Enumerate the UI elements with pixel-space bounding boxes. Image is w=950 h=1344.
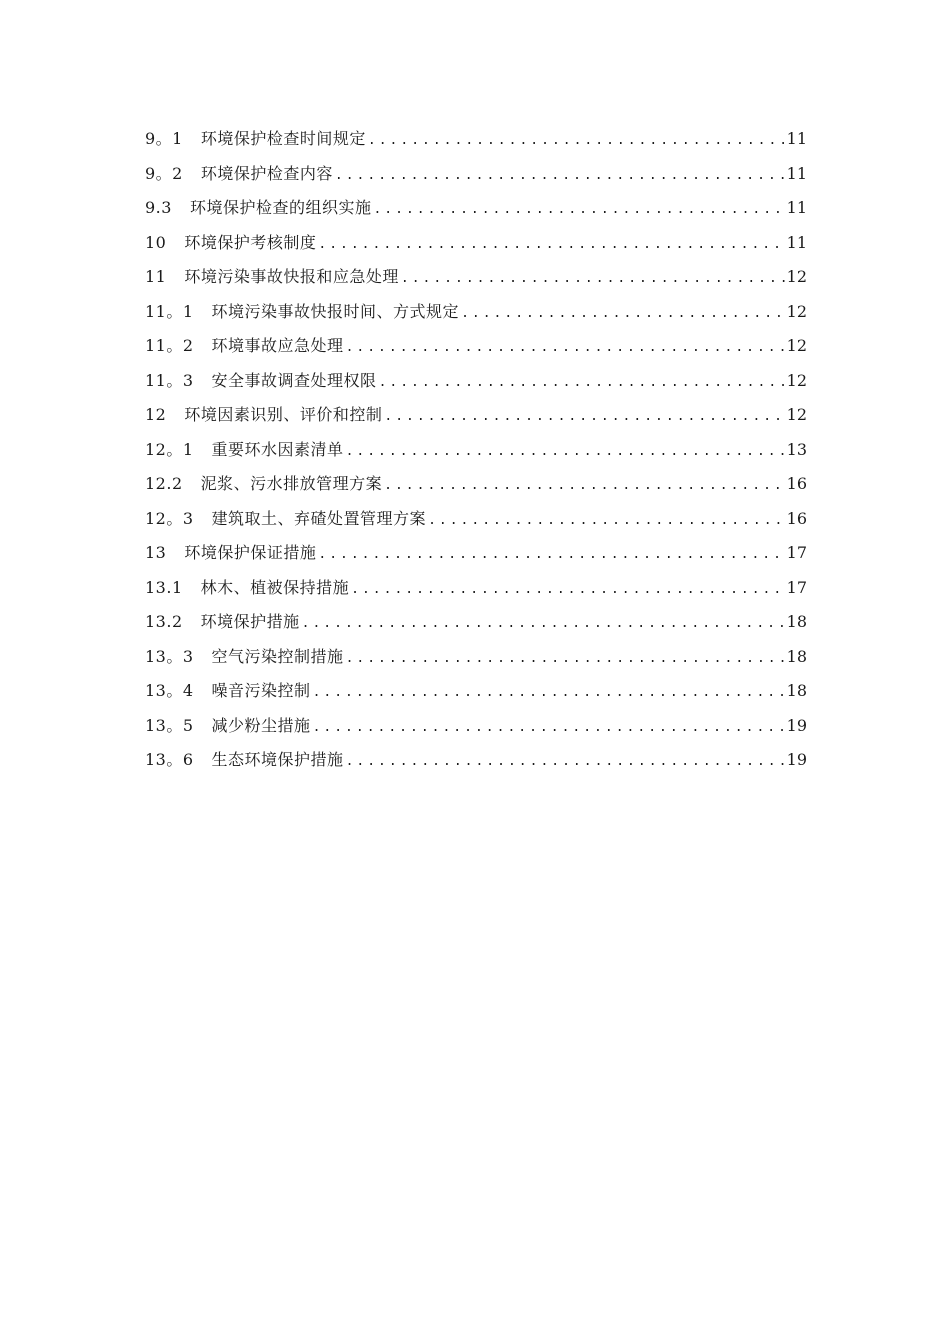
- toc-entry-title: 环境保护检查时间规定: [200, 129, 366, 148]
- toc-entry-title: 林木、植被保持措施: [200, 577, 350, 597]
- toc-entry-title: 环境污染事故快报时间、方式规定: [211, 301, 460, 321]
- toc-entry[interactable]: [145, 536, 807, 571]
- toc-entry-page: 19: [786, 715, 807, 735]
- dot-leader: [346, 331, 785, 364]
- toc-entry[interactable]: [145, 191, 807, 226]
- toc-entry[interactable]: [145, 329, 807, 364]
- toc-entry[interactable]: [145, 260, 807, 295]
- dot-leader: [335, 159, 785, 192]
- toc-entry-page: 16: [786, 474, 807, 493]
- toc-entry-page: 12: [786, 405, 807, 424]
- toc-entry[interactable]: [145, 467, 807, 502]
- dot-leader: [373, 193, 784, 226]
- dot-leader: [384, 469, 785, 502]
- toc-entry[interactable]: [145, 743, 807, 778]
- toc-entry-page: 17: [786, 577, 807, 597]
- toc-entry[interactable]: [145, 674, 807, 709]
- toc-entry-title: 环境事故应急处理: [211, 336, 344, 355]
- toc-entry-title: 噪音污染控制: [211, 681, 311, 700]
- toc-entry-number: 11。3: [145, 370, 194, 390]
- toc-entry-number: 11: [145, 267, 167, 286]
- toc-entry[interactable]: [145, 640, 807, 675]
- toc-entry[interactable]: [145, 605, 807, 640]
- toc-entry[interactable]: [145, 398, 807, 433]
- toc-entry-title: 重要环水因素清单: [211, 439, 344, 459]
- toc-entry-title: 环境保护考核制度: [184, 232, 317, 252]
- toc-entry[interactable]: [145, 571, 807, 606]
- dot-leader: [401, 262, 785, 295]
- toc-entry[interactable]: [145, 157, 807, 192]
- toc-entry-title: 安全事故调查处理权限: [211, 370, 377, 390]
- dot-leader: [384, 400, 784, 433]
- toc-entry[interactable]: [145, 122, 807, 157]
- toc-entry-page: 12: [786, 370, 807, 390]
- dot-leader: [346, 435, 785, 468]
- toc-entry-number: 13.2: [145, 612, 183, 631]
- toc-entry-title: 泥浆、污水排放管理方案: [200, 474, 383, 493]
- dot-leader: [346, 642, 785, 675]
- toc-entry[interactable]: [145, 433, 807, 468]
- toc-entry-page: 11: [786, 163, 807, 183]
- toc-entry-page: 18: [786, 681, 807, 700]
- dot-leader: [368, 124, 785, 157]
- toc-entry-title: 环境因素识别、评价和控制: [184, 405, 383, 424]
- toc-entry-number: 13。4: [145, 681, 194, 700]
- toc-entry-number: 11。2: [145, 336, 194, 355]
- dot-leader: [318, 228, 784, 261]
- toc-entry-title: 环境保护检查内容: [200, 163, 333, 183]
- dot-leader: [379, 366, 785, 399]
- dot-leader: [313, 676, 785, 709]
- toc-entry-number: 9。2: [145, 163, 183, 183]
- toc-entry-page: 19: [786, 750, 807, 769]
- dot-leader: [351, 573, 785, 606]
- toc-entry-page: 17: [786, 543, 807, 562]
- toc-entry-number: 13。3: [145, 646, 194, 666]
- toc-entry-page: 13: [786, 439, 807, 459]
- table-of-contents: [145, 122, 807, 778]
- toc-entry-number: 10: [145, 232, 167, 252]
- toc-entry-number: 13: [145, 543, 167, 562]
- toc-entry[interactable]: [145, 295, 807, 330]
- toc-entry-number: 12。1: [145, 439, 194, 459]
- toc-entry[interactable]: [145, 364, 807, 399]
- toc-entry-title: 减少粉尘措施: [211, 715, 311, 735]
- toc-entry[interactable]: [145, 502, 807, 537]
- toc-entry-title: 环境污染事故快报和应急处理: [184, 267, 399, 286]
- toc-entry[interactable]: [145, 226, 807, 261]
- toc-entry-number: 12.2: [145, 474, 183, 493]
- toc-entry-page: 11: [786, 232, 807, 252]
- toc-entry-title: 建筑取土、弃碴处置管理方案: [211, 508, 427, 528]
- toc-entry-number: 11。1: [145, 301, 194, 321]
- dot-leader: [346, 745, 785, 778]
- toc-entry-number: 13。6: [145, 750, 194, 769]
- toc-entry-number: 12。3: [145, 508, 194, 528]
- dot-leader: [313, 711, 785, 744]
- dot-leader: [318, 538, 784, 571]
- dot-leader: [461, 297, 785, 330]
- toc-entry-title: 环境保护保证措施: [184, 543, 317, 562]
- toc-entry-page: 12: [786, 301, 807, 321]
- toc-entry-page: 16: [786, 508, 807, 528]
- toc-entry-page: 12: [786, 336, 807, 355]
- toc-entry[interactable]: [145, 709, 807, 744]
- toc-entry-title: 环境保护检查的组织实施: [189, 198, 372, 217]
- toc-entry-page: 18: [786, 612, 807, 631]
- toc-entry-title: 生态环境保护措施: [211, 750, 344, 769]
- toc-entry-number: 9.3: [145, 198, 172, 217]
- toc-entry-number: 12: [145, 405, 167, 424]
- dot-leader: [428, 504, 785, 537]
- toc-entry-page: 11: [786, 129, 807, 148]
- toc-entry-title: 空气污染控制措施: [211, 646, 344, 666]
- toc-entry-number: 13.1: [145, 577, 183, 597]
- toc-entry-page: 18: [786, 646, 807, 666]
- toc-entry-number: 9。1: [145, 129, 183, 148]
- toc-entry-page: 12: [786, 267, 807, 286]
- toc-entry-title: 环境保护措施: [200, 612, 300, 631]
- dot-leader: [302, 607, 785, 640]
- toc-entry-page: 11: [786, 198, 807, 217]
- toc-entry-number: 13。5: [145, 715, 194, 735]
